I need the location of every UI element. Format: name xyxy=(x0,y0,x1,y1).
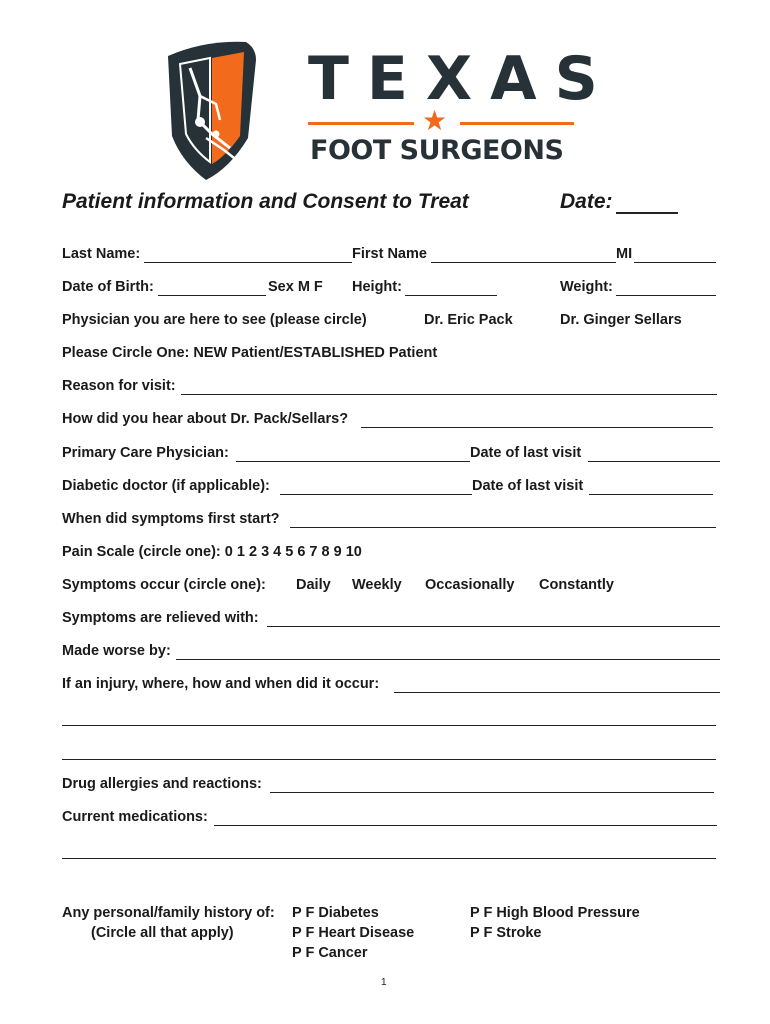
relieved-label: Symptoms are relieved with: xyxy=(62,610,259,626)
diabetic-doctor-label: Diabetic doctor (if applicable): xyxy=(62,478,270,494)
form-title: Patient information and Consent to Treat xyxy=(62,190,469,213)
patient-type-prompt[interactable]: Please Circle One: NEW Patient/ESTABLISHED Patient xyxy=(62,345,438,361)
date-field[interactable] xyxy=(616,212,678,214)
pcp-last-visit-field[interactable] xyxy=(588,461,720,462)
occur-option-constantly[interactable]: Constantly xyxy=(539,577,614,593)
injury-field-line-3[interactable] xyxy=(62,759,716,760)
pcp-last-visit-label: Date of last visit xyxy=(470,445,582,461)
history-stroke[interactable]: P F Stroke xyxy=(470,925,542,941)
page-number: 1 xyxy=(381,977,387,988)
hear-about-field[interactable] xyxy=(361,427,713,428)
history-prompt: Any personal/family history of: xyxy=(62,905,275,921)
sex-label[interactable]: Sex M F xyxy=(268,279,323,295)
injury-field[interactable] xyxy=(394,692,720,693)
pain-scale[interactable]: Pain Scale (circle one): 0 1 2 3 4 5 6 7 8 9 10 xyxy=(62,544,362,560)
physician-prompt: Physician you are here to see (please circle) xyxy=(62,312,367,328)
history-heart-disease[interactable]: P F Heart Disease xyxy=(292,925,415,941)
logo-top-word: TEXAS xyxy=(308,44,616,114)
diabetic-last-visit-label: Date of last visit xyxy=(472,478,584,494)
logo-divider-left xyxy=(308,122,414,125)
first-name-label: First Name xyxy=(352,246,427,262)
medications-field[interactable] xyxy=(214,825,717,826)
occur-option-daily[interactable]: Daily xyxy=(296,577,331,593)
date-label: Date: xyxy=(560,190,613,213)
logo-divider-right xyxy=(460,122,574,125)
pcp-label: Primary Care Physician: xyxy=(62,445,229,461)
mi-field[interactable] xyxy=(634,262,716,263)
diabetic-last-visit-field[interactable] xyxy=(589,494,713,495)
injury-label: If an injury, where, how and when did it occur: xyxy=(62,676,380,692)
weight-label: Weight: xyxy=(560,279,613,295)
allergies-field[interactable] xyxy=(270,792,714,793)
medications-label: Current medications: xyxy=(62,809,208,825)
last-name-field[interactable] xyxy=(144,262,352,263)
occur-option-occasionally[interactable]: Occasionally xyxy=(425,577,515,593)
hear-about-label: How did you hear about Dr. Pack/Sellars? xyxy=(62,411,349,427)
star-icon: ★ xyxy=(422,105,448,136)
last-name-label: Last Name: xyxy=(62,246,141,262)
history-diabetes[interactable]: P F Diabetes xyxy=(292,905,379,921)
dob-field[interactable] xyxy=(158,295,266,296)
history-cancer[interactable]: P F Cancer xyxy=(292,945,368,961)
height-field[interactable] xyxy=(405,295,497,296)
shield-icon xyxy=(160,38,280,183)
physician-option-pack[interactable]: Dr. Eric Pack xyxy=(424,312,513,328)
injury-field-line-2[interactable] xyxy=(62,725,716,726)
occur-option-weekly[interactable]: Weekly xyxy=(352,577,402,593)
symptoms-start-field[interactable] xyxy=(290,527,716,528)
allergies-label: Drug allergies and reactions: xyxy=(62,776,262,792)
worse-field[interactable] xyxy=(176,659,720,660)
logo-bottom-word: FOOT SURGEONS xyxy=(310,135,564,166)
worse-label: Made worse by: xyxy=(62,643,171,659)
medications-field-line-2[interactable] xyxy=(62,858,716,859)
history-high-blood-pressure[interactable]: P F High Blood Pressure xyxy=(470,905,640,921)
relieved-field[interactable] xyxy=(267,626,720,627)
weight-field[interactable] xyxy=(616,295,716,296)
reason-field[interactable] xyxy=(181,394,717,395)
pcp-field[interactable] xyxy=(236,461,470,462)
symptoms-start-label: When did symptoms first start? xyxy=(62,511,280,527)
logo xyxy=(160,38,616,183)
mi-label: MI xyxy=(616,246,633,262)
diabetic-doctor-field[interactable] xyxy=(280,494,472,495)
symptoms-occur-label: Symptoms occur (circle one): xyxy=(62,577,266,593)
height-label: Height: xyxy=(352,279,402,295)
history-sub-prompt: (Circle all that apply) xyxy=(91,925,234,941)
physician-option-sellars[interactable]: Dr. Ginger Sellars xyxy=(560,312,682,328)
dob-label: Date of Birth: xyxy=(62,279,154,295)
reason-label: Reason for visit: xyxy=(62,378,176,394)
first-name-field[interactable] xyxy=(431,262,616,263)
